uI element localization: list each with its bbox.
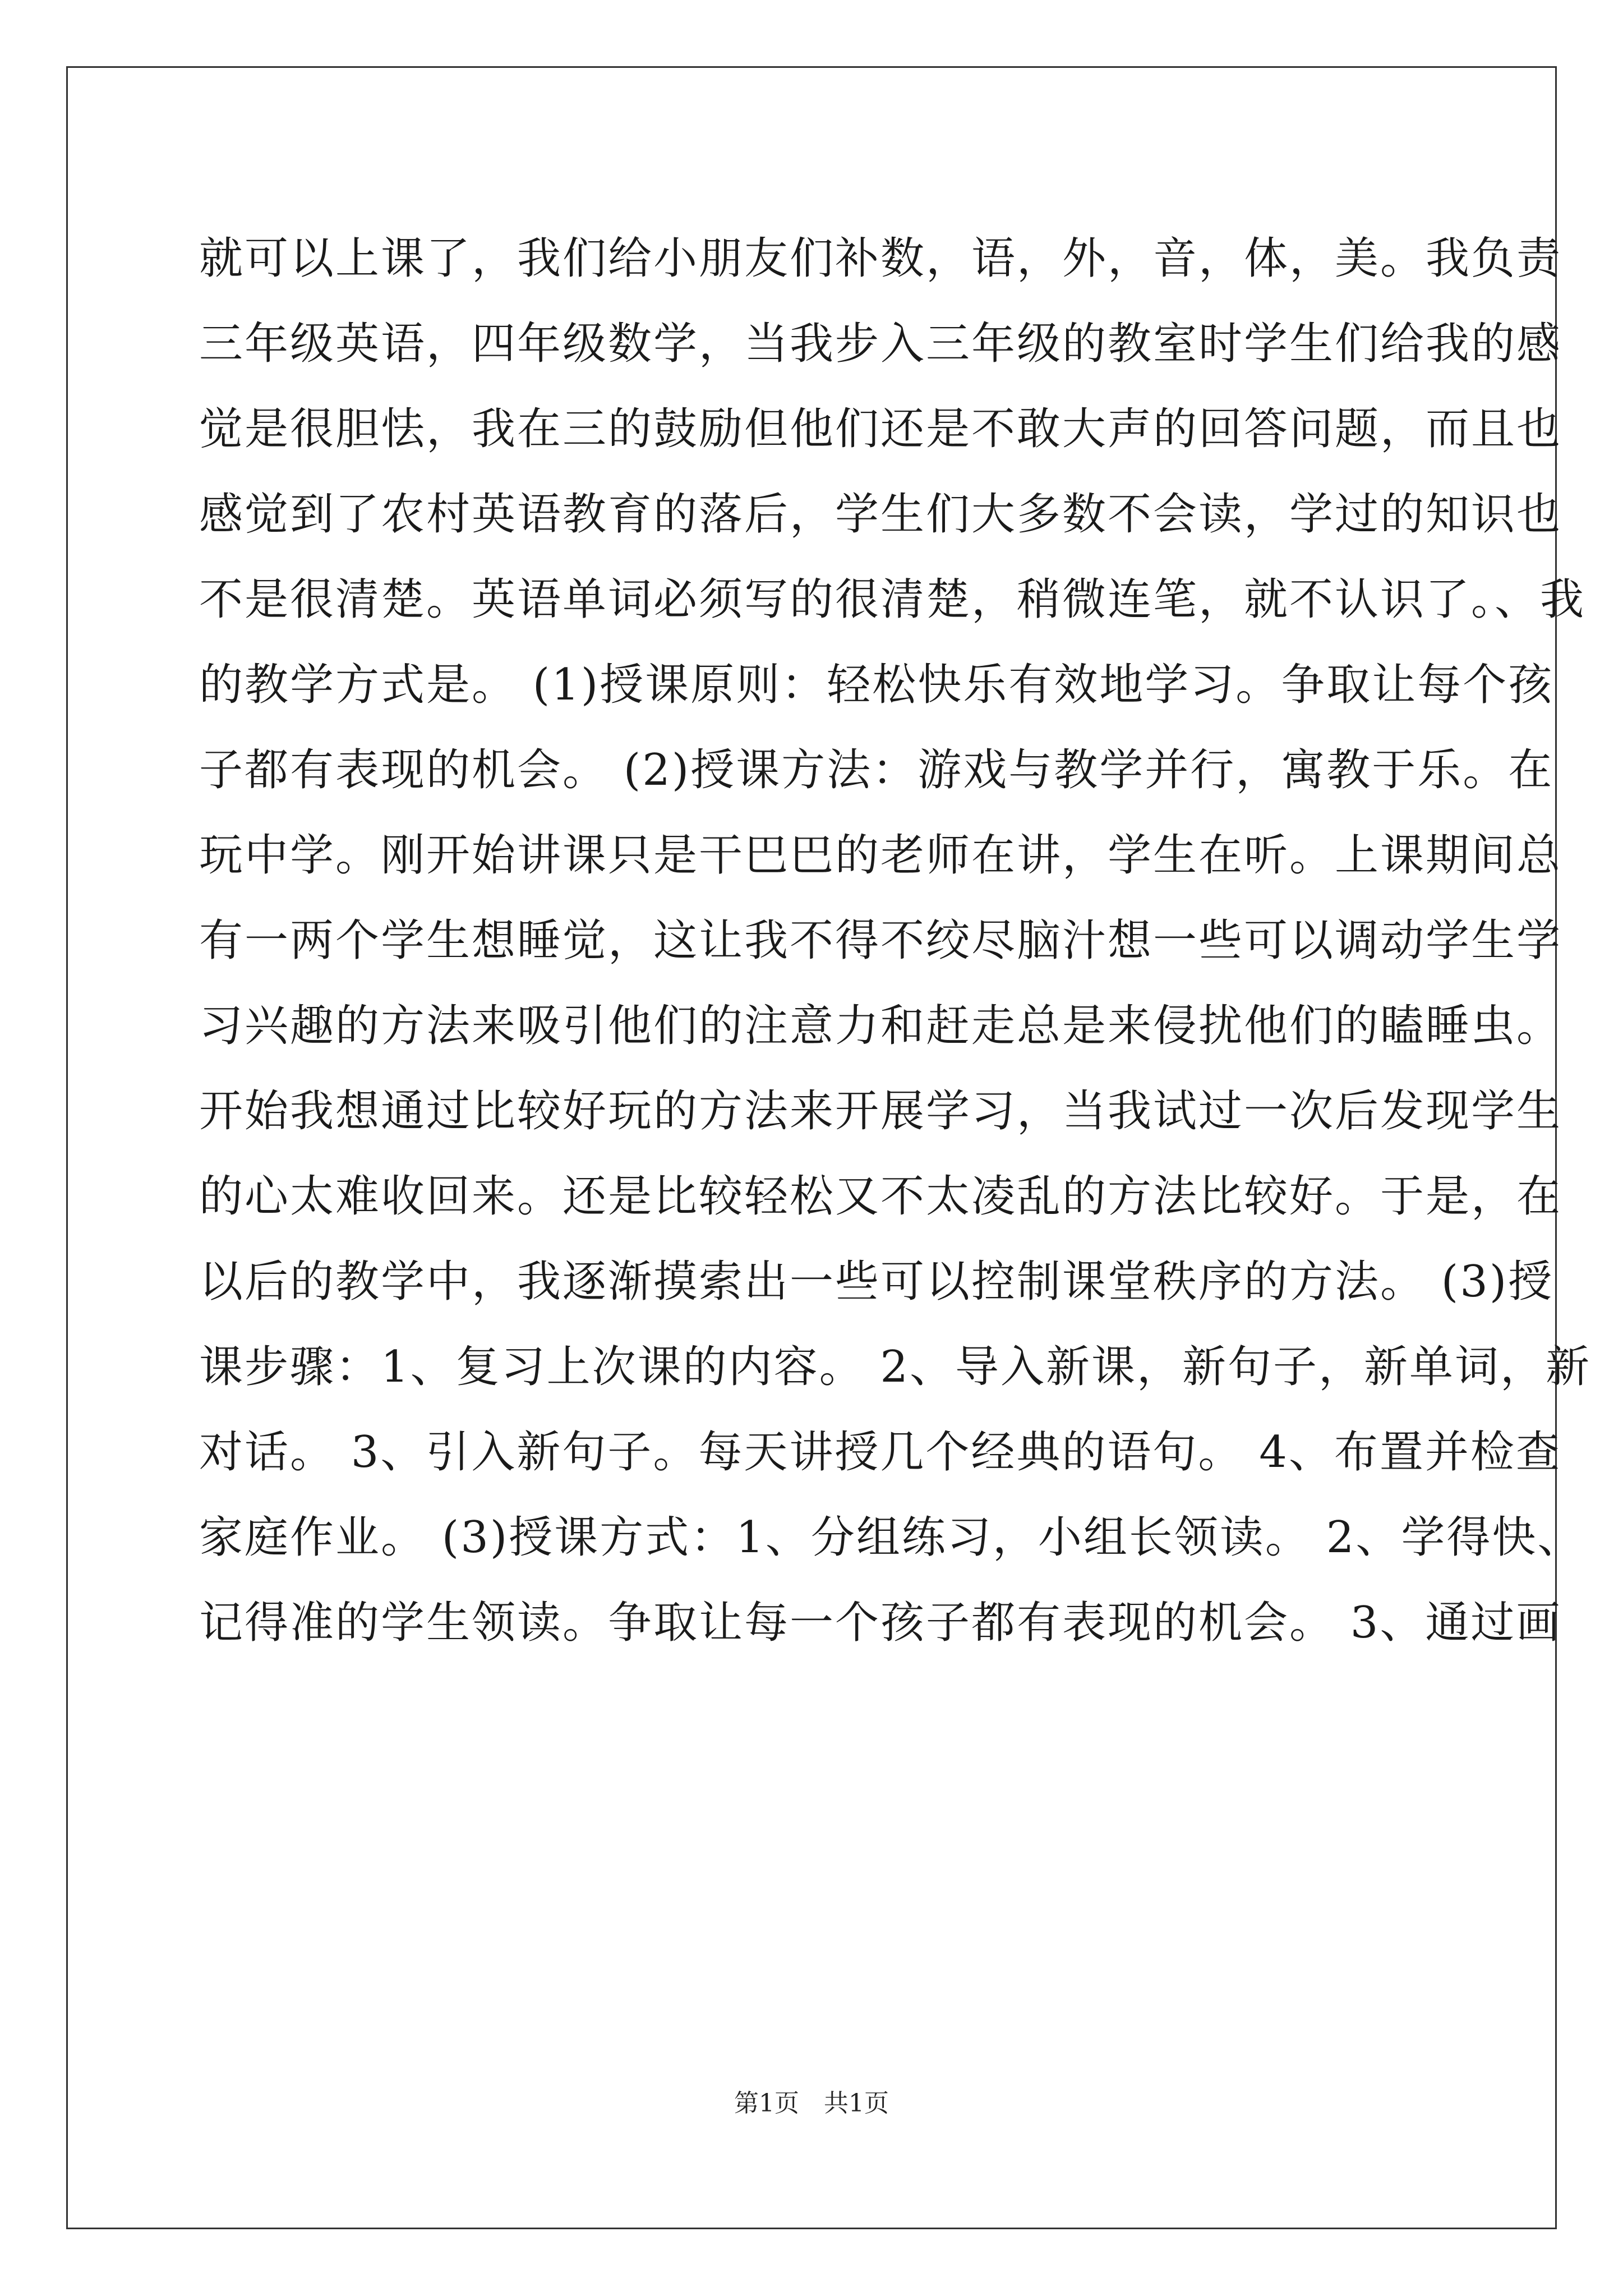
document-body — [199, 216, 1592, 1665]
text-line: 课步骤：1、复习上次课的内容。 2、导入新课，新句子，新单词，新 — [199, 1342, 1592, 1392]
text-line: 对话。 3、引入新句子。每天讲授几个经典的语句。 4、布置并检查 — [199, 1427, 1561, 1478]
text-line: 就可以上课了，我们给小朋友们补数，语，外，音，体，美。我负责 — [199, 233, 1562, 284]
text-line: 习兴趣的方法来吸引他们的注意力和赶走总是来侵扰他们的瞌睡虫。 — [199, 1001, 1562, 1051]
text-line: 觉是很胆怯，我在三的鼓励但他们还是不敢大声的回答问题，而且也 — [199, 404, 1562, 454]
text-line: 感觉到了农村英语教育的落后，学生们大多数不会读，学过的知识也 — [199, 489, 1562, 540]
text-line: 以后的教学中，我逐渐摸索出一些可以控制课堂秩序的方法。 (3)授 — [199, 1257, 1554, 1307]
text-line: 玩中学。刚开始讲课只是干巴巴的老师在讲，学生在听。上课期间总 — [199, 830, 1562, 881]
text-line: 家庭作业。 (3)授课方式：1、分组练习，小组长领读。 2、学得快、 — [199, 1512, 1583, 1563]
text-line: 三年级英语，四年级数学，当我步入三年级的教室时学生们给我的感 — [199, 319, 1562, 369]
text-line: 有一两个学生想睡觉，这让我不得不绞尽脑汁想一些可以调动学生学 — [199, 915, 1562, 966]
text-line: 子都有表现的机会。 (2)授课方法：游戏与教学并行，寓教于乐。在 — [199, 745, 1554, 795]
text-line: 记得准的学生领读。争取让每一个孩子都有表现的机会。 3、通过画 — [199, 1598, 1562, 1648]
text-line: 开始我想通过比较好玩的方法来开展学习，当我试过一次后发现学生 — [199, 1086, 1562, 1137]
text-line: 不是很清楚。英语单词必须写的很清楚，稍微连笔，就不认识了。、我 — [199, 574, 1586, 625]
text-line: 的心太难收回来。还是比较轻松又不太凌乱的方法比较好。于是，在 — [199, 1171, 1562, 1222]
page-number-footer: 第1页 共1页 — [734, 2089, 889, 2118]
text-line: 的教学方式是。 (1)授课原则：轻松快乐有效地学习。争取让每个孩 — [199, 660, 1554, 710]
